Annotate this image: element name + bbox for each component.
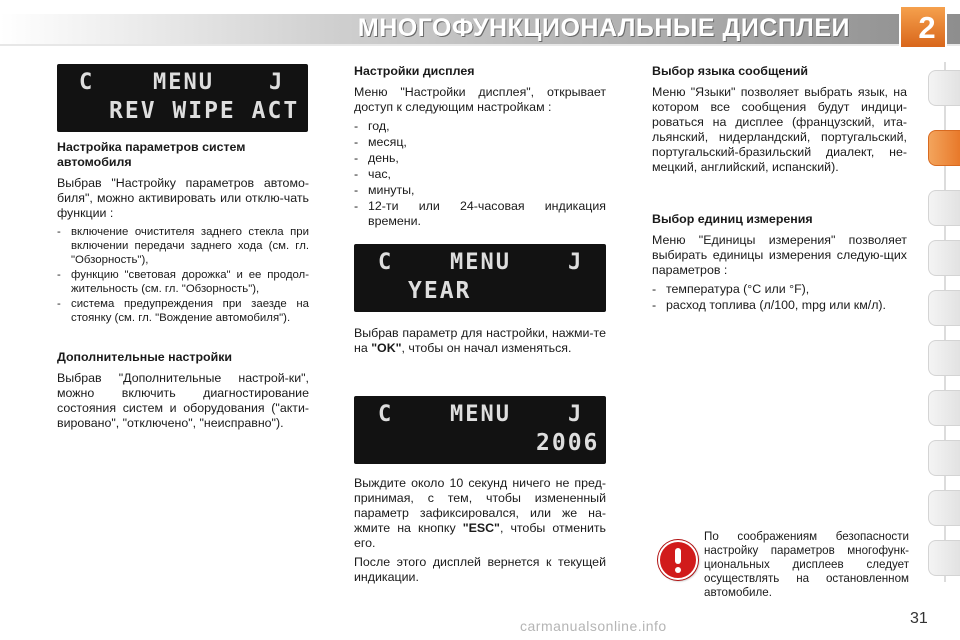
lcd-year-value xyxy=(354,396,606,464)
chapter-tab-1[interactable] xyxy=(928,70,960,106)
paragraph-vehicle-settings: Выбрав "Настройку параметров автомо-биля", можно активировать или отклю-чать функции : xyxy=(57,176,309,220)
chapter-tab-5[interactable] xyxy=(928,290,960,326)
lcd-vehicle-settings xyxy=(57,64,308,132)
lcd-right-bracket: J xyxy=(269,70,285,95)
list-item: - функцию "световая дорожка" и ее продол-жительность (см. гл. "Обзорность"), xyxy=(57,268,309,296)
lcd-value: REV WIPE ACT xyxy=(109,98,300,124)
paragraph-units: Меню "Единицы измерения" позволяет выбирать единицы измерения следую-щих параметров : xyxy=(652,233,907,277)
paragraph-wait-or-esc xyxy=(354,476,606,551)
list-item: - месяц, xyxy=(354,135,606,150)
text-span: , чтобы отменить его. xyxy=(354,521,606,550)
column-1 xyxy=(57,140,309,326)
section-heading-additional-settings: Дополнительные настройки xyxy=(57,350,233,364)
page-number: 31 xyxy=(910,610,928,627)
section-heading-display-settings: Настройки дисплея xyxy=(354,64,475,78)
watermark: carmanualsonline.info xyxy=(520,618,667,634)
warning-text: По соображениям безопасности настройку параметров многофунк-циональных дисплеев следует осуществлять на остановленном автомобиле. xyxy=(704,530,909,599)
column-3-lower xyxy=(652,212,907,314)
chapter-tab-6[interactable] xyxy=(928,340,960,376)
text-span: , чтобы он начал изменяться. xyxy=(401,341,572,355)
list-item: - 12-ти или 24-часовая индикация времени. xyxy=(354,199,606,229)
paragraph-press-ok xyxy=(354,326,606,356)
page-title: МНОГОФУНКЦИОНАЛЬНЫЕ ДИСПЛЕИ xyxy=(357,14,850,42)
lcd-year xyxy=(354,244,606,312)
lcd-menu-label: MENU xyxy=(153,70,214,95)
chapter-tab-3[interactable] xyxy=(928,190,960,226)
chapter-badge: 2 xyxy=(918,10,936,45)
chapter-tab-2-active[interactable] xyxy=(928,130,960,166)
list-item: - минуты, xyxy=(354,183,606,198)
paragraph-additional-settings: Выбрав "Дополнительные настрой-ки", можно включить диагностирование состояния систем и оборудования ("акти-вировано", "отключено", "неисправно"). xyxy=(57,371,309,430)
paragraph-return: После этого дисплей вернется к текущей индикации. xyxy=(354,555,606,584)
section-heading-units: Выбор единиц измерения xyxy=(652,212,813,226)
list-item: - день, xyxy=(354,151,606,166)
list-vehicle-functions xyxy=(57,225,309,325)
text-span: Выбрав параметр для настройки, нажми-те на xyxy=(354,326,606,355)
lcd-value: YEAR xyxy=(408,278,472,304)
column-2-lower xyxy=(354,476,606,589)
chapter-tab-10[interactable] xyxy=(928,540,960,576)
list-units xyxy=(652,282,907,313)
chapter-tab-rail xyxy=(928,70,960,580)
lcd-menu-label: MENU xyxy=(450,250,511,275)
header-banner xyxy=(0,0,960,50)
lcd-left-bracket: C xyxy=(79,70,95,95)
chapter-tab-4[interactable] xyxy=(928,240,960,276)
lcd-menu-label: MENU xyxy=(450,402,511,427)
lcd-value: 2006 xyxy=(536,430,600,456)
text-span: Выждите около 10 секунд ничего не пред-принимая, с тем, чтобы измененный параметр зафиксировался, или же на-жмите на кнопку xyxy=(354,476,606,535)
list-item: - год, xyxy=(354,119,606,134)
list-item: - расход топлива (л/100, mpg или км/л). xyxy=(652,298,907,313)
list-item: - система предупреждения при заезде на стоянку (см. гл. "Вождение автомобиля"). xyxy=(57,297,309,325)
safety-warning xyxy=(648,526,910,604)
ok-key-label: "OK" xyxy=(371,341,402,355)
section-heading-vehicle-settings: Настройка параметров систем автомобиля xyxy=(57,140,246,169)
list-item: - включение очистителя заднего стекла при включении передачи заднего хода (см. гл. "Обзорность"), xyxy=(57,225,309,267)
paragraph-display-settings: Меню "Настройки дисплея", открывает доступ к следующим настройкам : xyxy=(354,85,606,114)
lcd-right-bracket: J xyxy=(568,402,584,427)
list-item: - час, xyxy=(354,167,606,182)
section-heading-language: Выбор языка сообщений xyxy=(652,64,809,78)
list-item: - температура (°C или °F), xyxy=(652,282,907,297)
column-2 xyxy=(354,64,606,230)
column-1-lower xyxy=(57,350,309,435)
exclamation-icon xyxy=(658,540,698,580)
lcd-left-bracket: C xyxy=(378,250,394,275)
esc-key-label: "ESC" xyxy=(462,521,500,535)
column-2-middle xyxy=(354,326,606,360)
lcd-right-bracket: J xyxy=(568,250,584,275)
list-display-settings xyxy=(354,119,606,229)
lcd-left-bracket: C xyxy=(378,402,394,427)
chapter-tab-8[interactable] xyxy=(928,440,960,476)
column-3 xyxy=(652,64,907,179)
paragraph-language: Меню "Языки" позволяет выбрать язык, на котором все сообщения будут индици-роваться на дисплее (французский, ита-льянский, нидерландский, португальский, португальский-бразильский диалект, не-мецкий, английский, испанский). xyxy=(652,85,907,174)
chapter-tab-7[interactable] xyxy=(928,390,960,426)
chapter-tab-9[interactable] xyxy=(928,490,960,526)
